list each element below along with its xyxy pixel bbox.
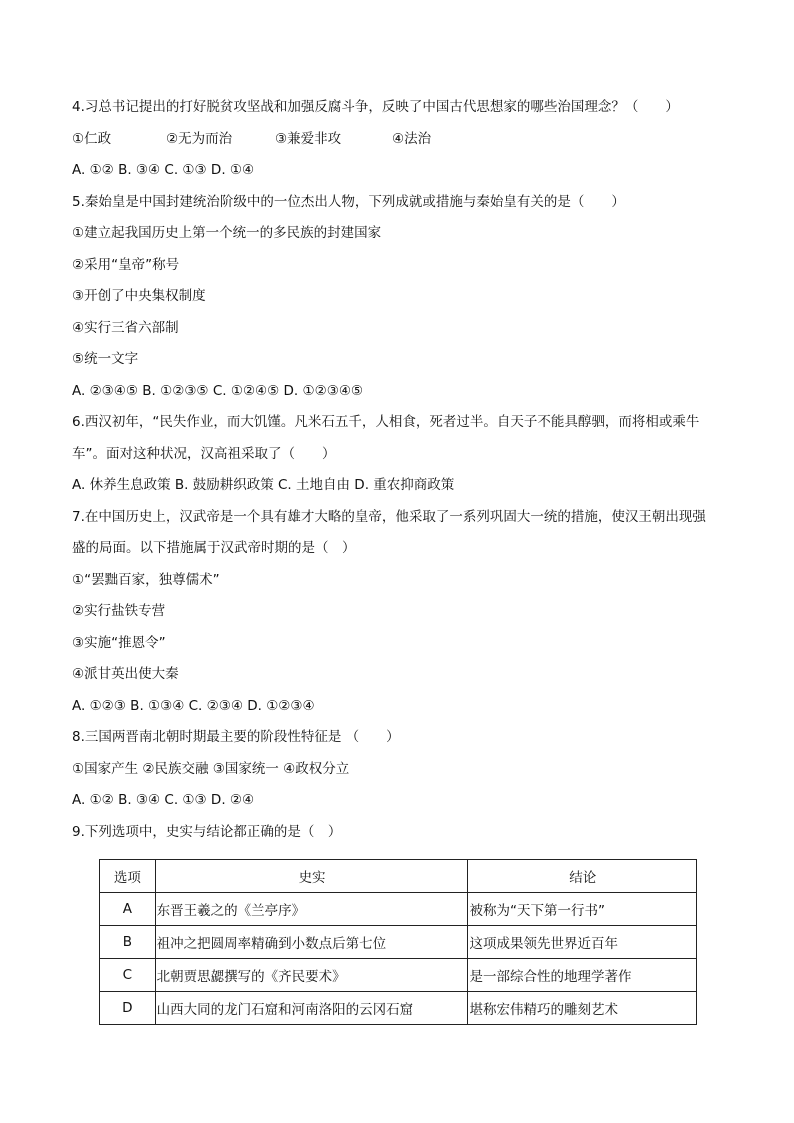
table-cell-fact: 山西大同的龙门石窟和河南洛阳的云冈石窟 <box>155 992 468 1025</box>
q8-items: ①国家产生 ②民族交融 ③国家统一 ④政权分立 <box>72 760 350 777</box>
table-cell-option: D <box>100 992 156 1025</box>
table-cell-conclusion: 是一部综合性的地理学著作 <box>468 959 697 992</box>
q8-choices: A. ①② B. ③④ C. ①③ D. ②④ <box>72 792 255 808</box>
table-cell-fact: 东晋王羲之的《兰亭序》 <box>155 893 468 926</box>
table-row <box>100 926 697 959</box>
table-cell-conclusion: 被称为“天下第一行书” <box>468 893 697 926</box>
table-header-row <box>100 860 697 893</box>
q6-stem-line2: 车”。面对这种状况，汉高祖采取了（ ） <box>72 445 336 462</box>
exam-page <box>72 97 724 842</box>
q4-item-4: ④法治 <box>392 130 432 147</box>
q6-choices: A. 休养生息政策 B. 鼓励耕织政策 C. 土地自由 D. 重农抑商政策 <box>72 477 455 493</box>
table-row <box>100 893 697 926</box>
q5-choices: A. ②③④⑤ B. ①②③⑤ C. ①②④⑤ D. ①②③④⑤ <box>72 382 364 399</box>
q4-stem: 4.习总书记提出的打好脱贫攻坚战和加强反腐斗争，反映了中国古代思想家的哪些治国理念？（ ） <box>72 99 679 115</box>
q4-choices: A. ①② B. ③④ C. ①③ D. ①④ <box>72 162 255 178</box>
table-header-fact: 史实 <box>155 860 468 893</box>
table-cell-conclusion: 这项成果领先世界近百年 <box>468 926 697 959</box>
q7-item-3: ③实施“推恩令” <box>72 634 166 651</box>
q7-item-1: ①“罢黜百家，独尊儒术” <box>72 571 220 588</box>
table-header-option: 选项 <box>100 860 156 893</box>
table-cell-option: A <box>100 893 156 926</box>
q4-item-3: ③兼爱非攻 <box>275 130 342 147</box>
q7-stem-line1: 7.在中国历史上，汉武帝是一个具有雄才大略的皇帝，他采取了一系列巩固大一统的措施，使汉王朝出现强 <box>72 508 706 525</box>
table-row <box>100 959 697 992</box>
table-cell-option: C <box>100 959 156 992</box>
q7-item-2: ②实行盐铁专营 <box>72 603 166 619</box>
q7-stem-line2: 盛的局面。以下措施属于汉武帝时期的是（ ） <box>72 540 356 556</box>
q9-stem: 9.下列选项中，史实与结论都正确的是（ ） <box>72 823 342 840</box>
q5-item-1: ①建立起我国历史上第一个统一的多民族的封建国家 <box>72 225 382 241</box>
q5-item-3: ③开创了中央集权制度 <box>72 288 206 304</box>
q4-item-1: ①仁政 <box>72 130 112 147</box>
table-cell-fact: 祖冲之把圆周率精确到小数点后第七位 <box>155 926 468 959</box>
q5-item-2: ②采用“皇帝”称号 <box>72 256 180 273</box>
q8-stem: 8.三国两晋南北朝时期最主要的阶段性特征是 （ ） <box>72 729 400 745</box>
q7-item-4: ④派甘英出使大秦 <box>72 666 179 682</box>
table-cell-option: B <box>100 926 156 959</box>
table-header-conclusion: 结论 <box>468 860 697 893</box>
q4-items <box>72 129 724 149</box>
table-row <box>100 992 697 1025</box>
table-cell-fact: 北朝贾思勰撰写的《齐民要术》 <box>155 959 468 992</box>
q9-table <box>99 859 697 1025</box>
table-cell-conclusion: 堪称宏伟精巧的雕刻艺术 <box>468 992 697 1025</box>
q7-choices: A. ①②③ B. ①③④ C. ②③④ D. ①②③④ <box>72 697 315 714</box>
q5-item-5: ⑤统一文字 <box>72 351 139 367</box>
q5-stem: 5.秦始皇是中国封建统治阶级中的一位杰出人物，下列成就或措施与秦始皇有关的是（ ） <box>72 193 625 210</box>
q6-stem-line1: 6.西汉初年，“民失作业，而大饥馑。凡米石五千，人相食，死者过半。自天子不能具醇驷，而将相或乘牛 <box>72 414 700 430</box>
q4-item-2: ②无为而治 <box>166 130 233 147</box>
q5-item-4: ④实行三省六部制 <box>72 319 179 336</box>
